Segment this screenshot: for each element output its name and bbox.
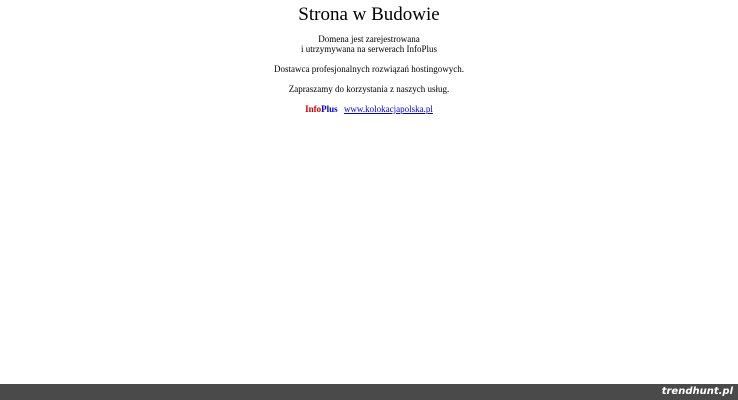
kolokacja-link[interactable]: www.kolokacjapolska.pl [343, 104, 433, 114]
domain-line-1: Domena jest zarejestrowana [318, 34, 420, 44]
domain-info [0, 34, 738, 54]
infoplus-logo [305, 104, 338, 114]
main-content [0, 0, 738, 115]
brand-row [0, 104, 738, 115]
domain-line-2: i utrzymywana na serwerach InfoPlus [301, 44, 437, 54]
page-title: Strona w Budowie [298, 4, 440, 25]
invite-text: Zapraszamy do korzystania z naszych usług. [288, 84, 450, 94]
provider-text: Dostawca profesjonalnych rozwiązań hostingowych. [274, 64, 464, 74]
brand-info-text: Info [305, 104, 322, 114]
footer-bar [0, 384, 738, 400]
watermark-text: trendhunt.pl [661, 386, 733, 397]
brand-plus-text: Plus [321, 104, 338, 114]
